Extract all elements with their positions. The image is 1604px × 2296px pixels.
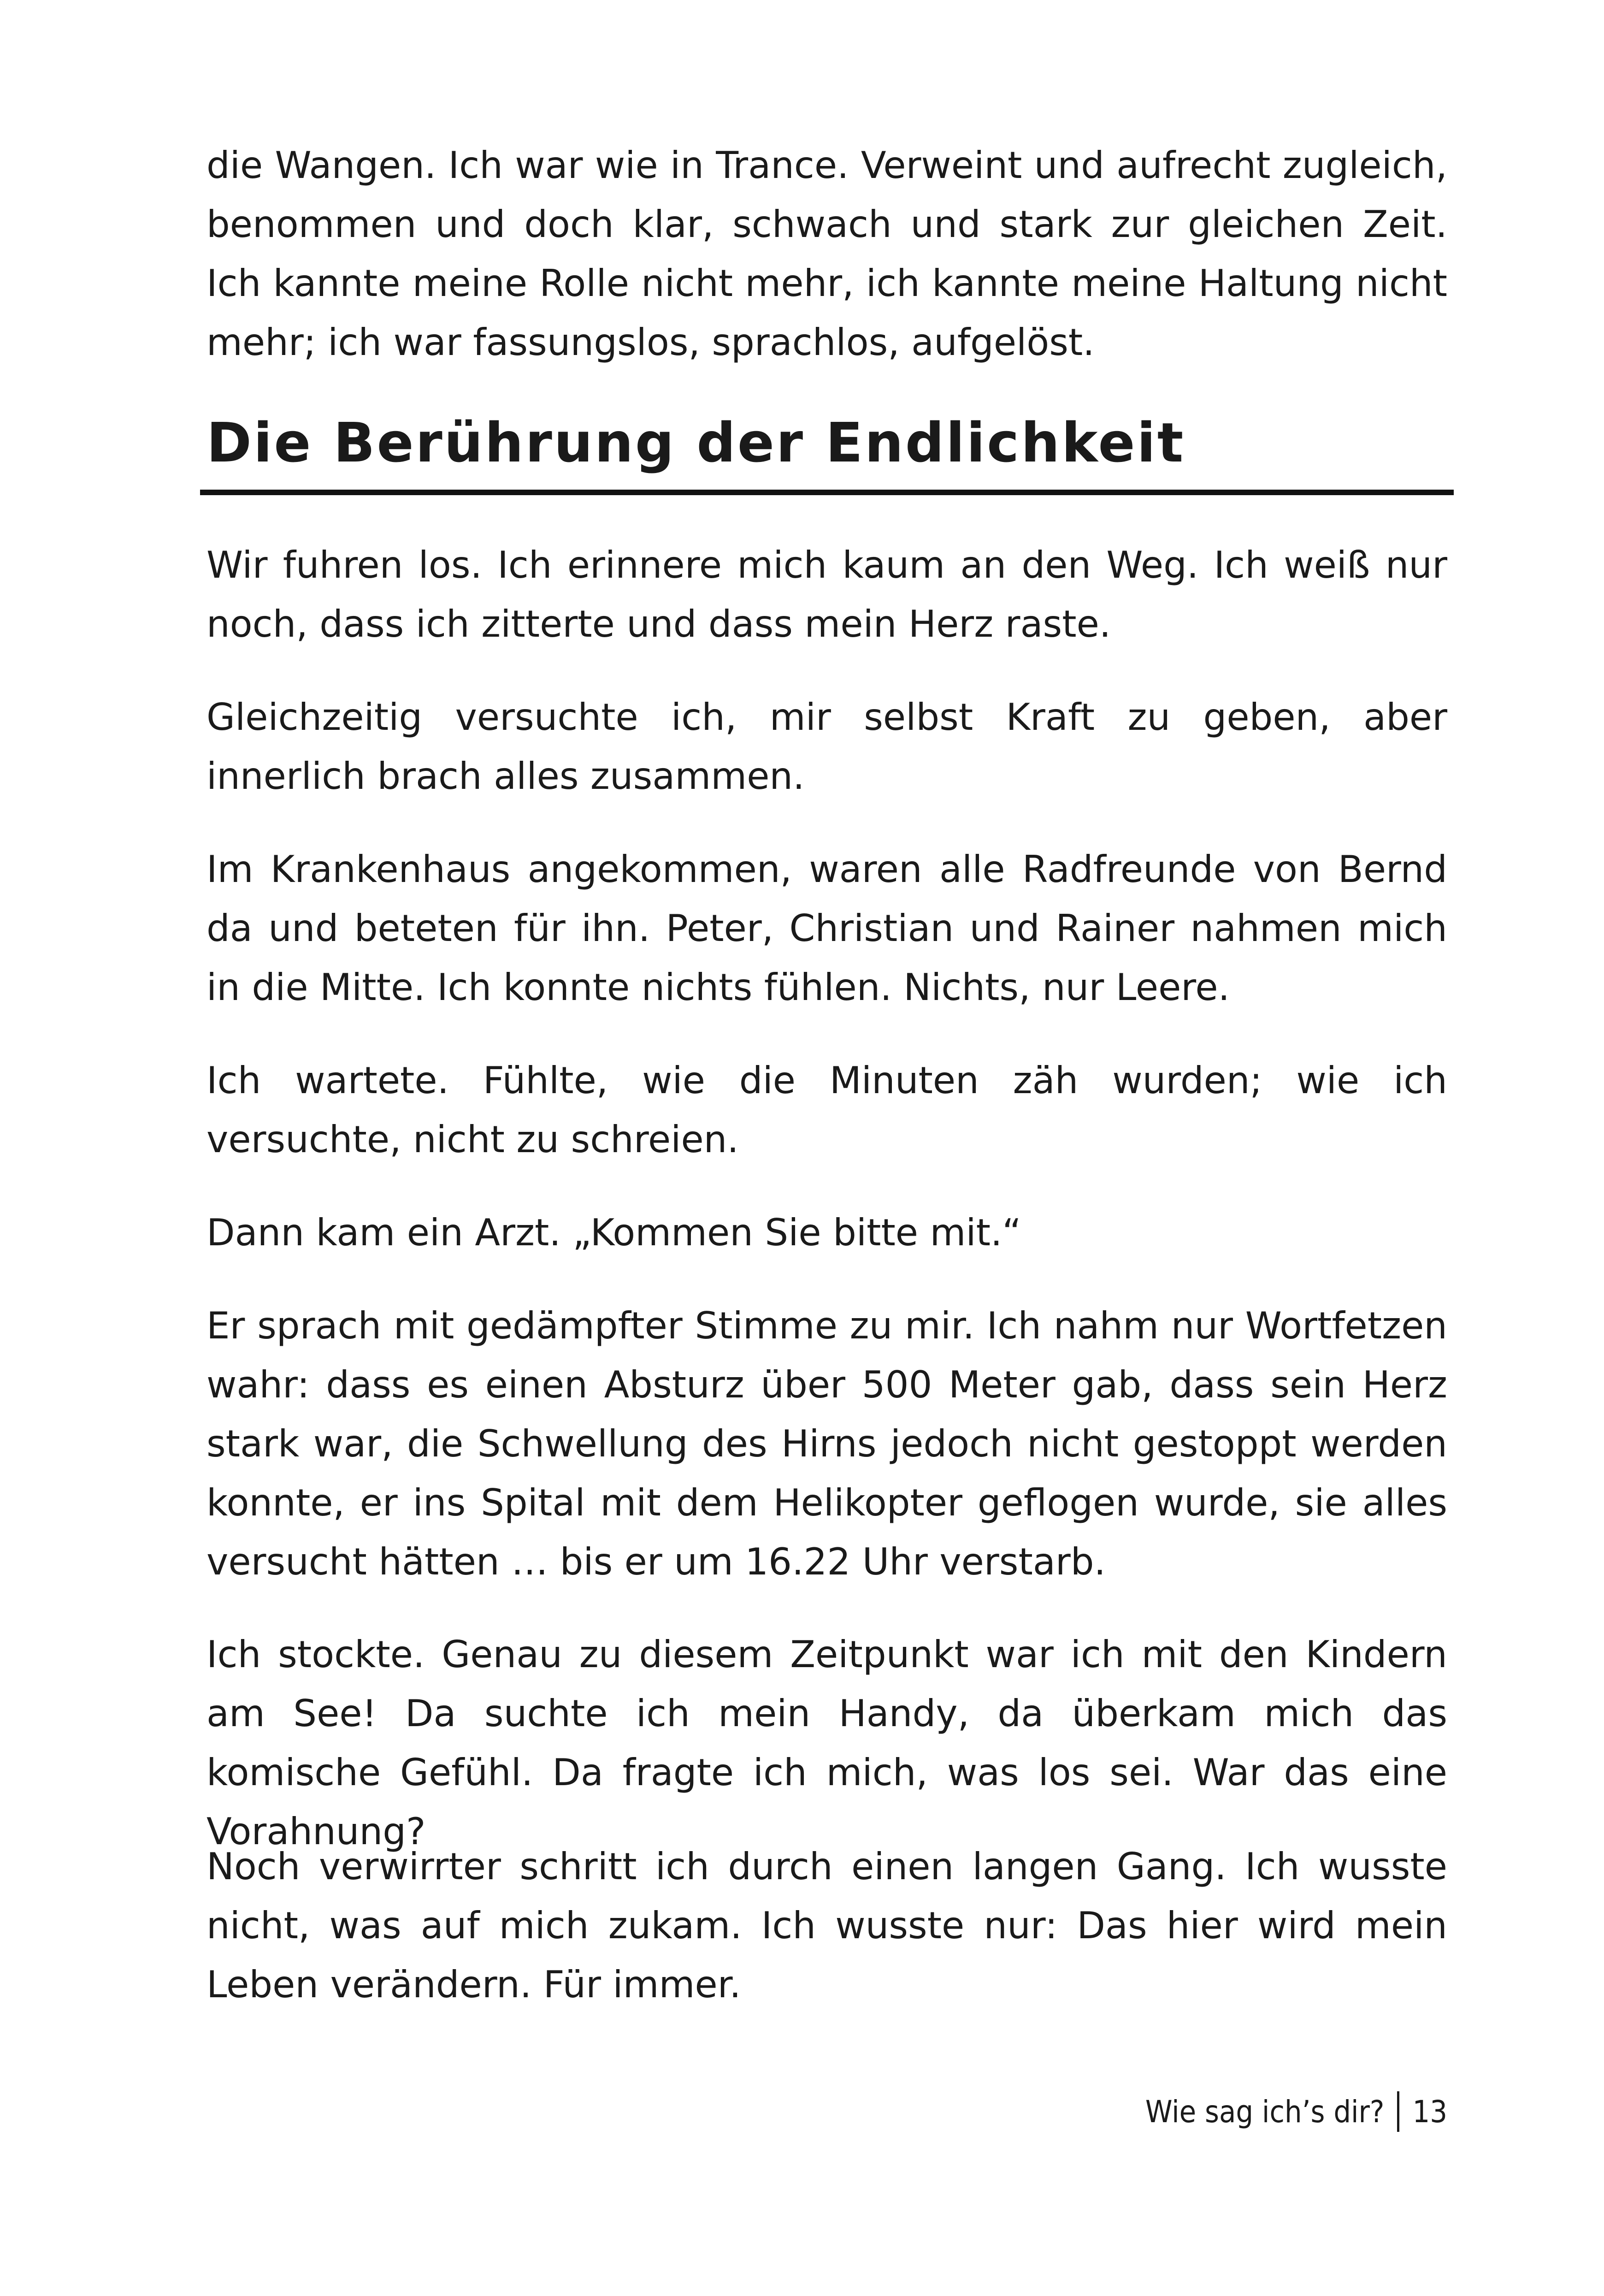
intro-paragraph: die Wangen. Ich war wie in Trance. Verweint und aufrecht zugleich, benommen und doch klar, schwach und stark zur gleichen Zeit. Ich kannte meine Rolle nicht mehr, ich kannte meine Haltung nicht mehr; ich war fassungslos, sprachlos, aufgelöst. (206, 144, 1447, 364)
footer-separator (1397, 2091, 1399, 2132)
page-footer (1145, 2089, 1447, 2135)
body-paragraph: Ich stockte. Genau zu diesem Zeitpunkt war ich mit den Kindern am See! Da suchte ich mein Handy, da überkam mich das komische Gefühl. Da fragte ich mich, was los sei. War das eine Vorahnung? (206, 1633, 1447, 1853)
section-heading-block (200, 406, 1454, 496)
body-paragraph: Er sprach mit gedämpfter Stimme zu mir. Ich nahm nur Wortfetzen wahr: dass es einen Absturz über 500 Meter gab, dass sein Herz stark war, die Schwellung des Hirns jedoch nicht gestoppt werden konnte, er ins Spital mit dem Helikopter geflogen wurde, sie alles versucht hätten … bis er um 16.22 Uhr verstarb. (206, 1304, 1447, 1583)
body-paragraph: Gleichzeitig versuchte ich, mir selbst Kraft zu geben, aber innerlich brach alles zusammen. (206, 696, 1447, 798)
body-paragraph: Im Krankenhaus angekommen, waren alle Radfreunde von Bernd da und beteten für ihn. Peter, Christian und Rainer nahmen mich in die Mitte. Ich konnte nichts fühlen. Nichts, nur Leere. (206, 848, 1447, 1009)
body-paragraph: Noch verwirrter schritt ich durch einen langen Gang. Ich wusste nicht, was auf mich zukam. Ich wusste nur: Das hier wird mein Leben verändern. Für immer. (206, 1845, 1447, 2006)
body-paragraph: Dann kam ein Arzt. „Kommen Sie bitte mit.“ (206, 1211, 1021, 1254)
section-heading: Die Berührung der Endlichkeit (206, 411, 1185, 474)
heading-underline (200, 490, 1454, 495)
body-paragraph: Ich wartete. Fühlte, wie die Minuten zäh wurden; wie ich versuchte, nicht zu schreien. (206, 1059, 1447, 1161)
footer-book-title: Wie sag ich’s dir? (1145, 2094, 1385, 2130)
book-page (206, 0, 1447, 2296)
footer-page-number: 13 (1412, 2094, 1447, 2130)
body-paragraph: Wir fuhren los. Ich erinnere mich kaum an den Weg. Ich weiß nur noch, dass ich zitterte und dass mein Herz raste. (206, 544, 1447, 645)
